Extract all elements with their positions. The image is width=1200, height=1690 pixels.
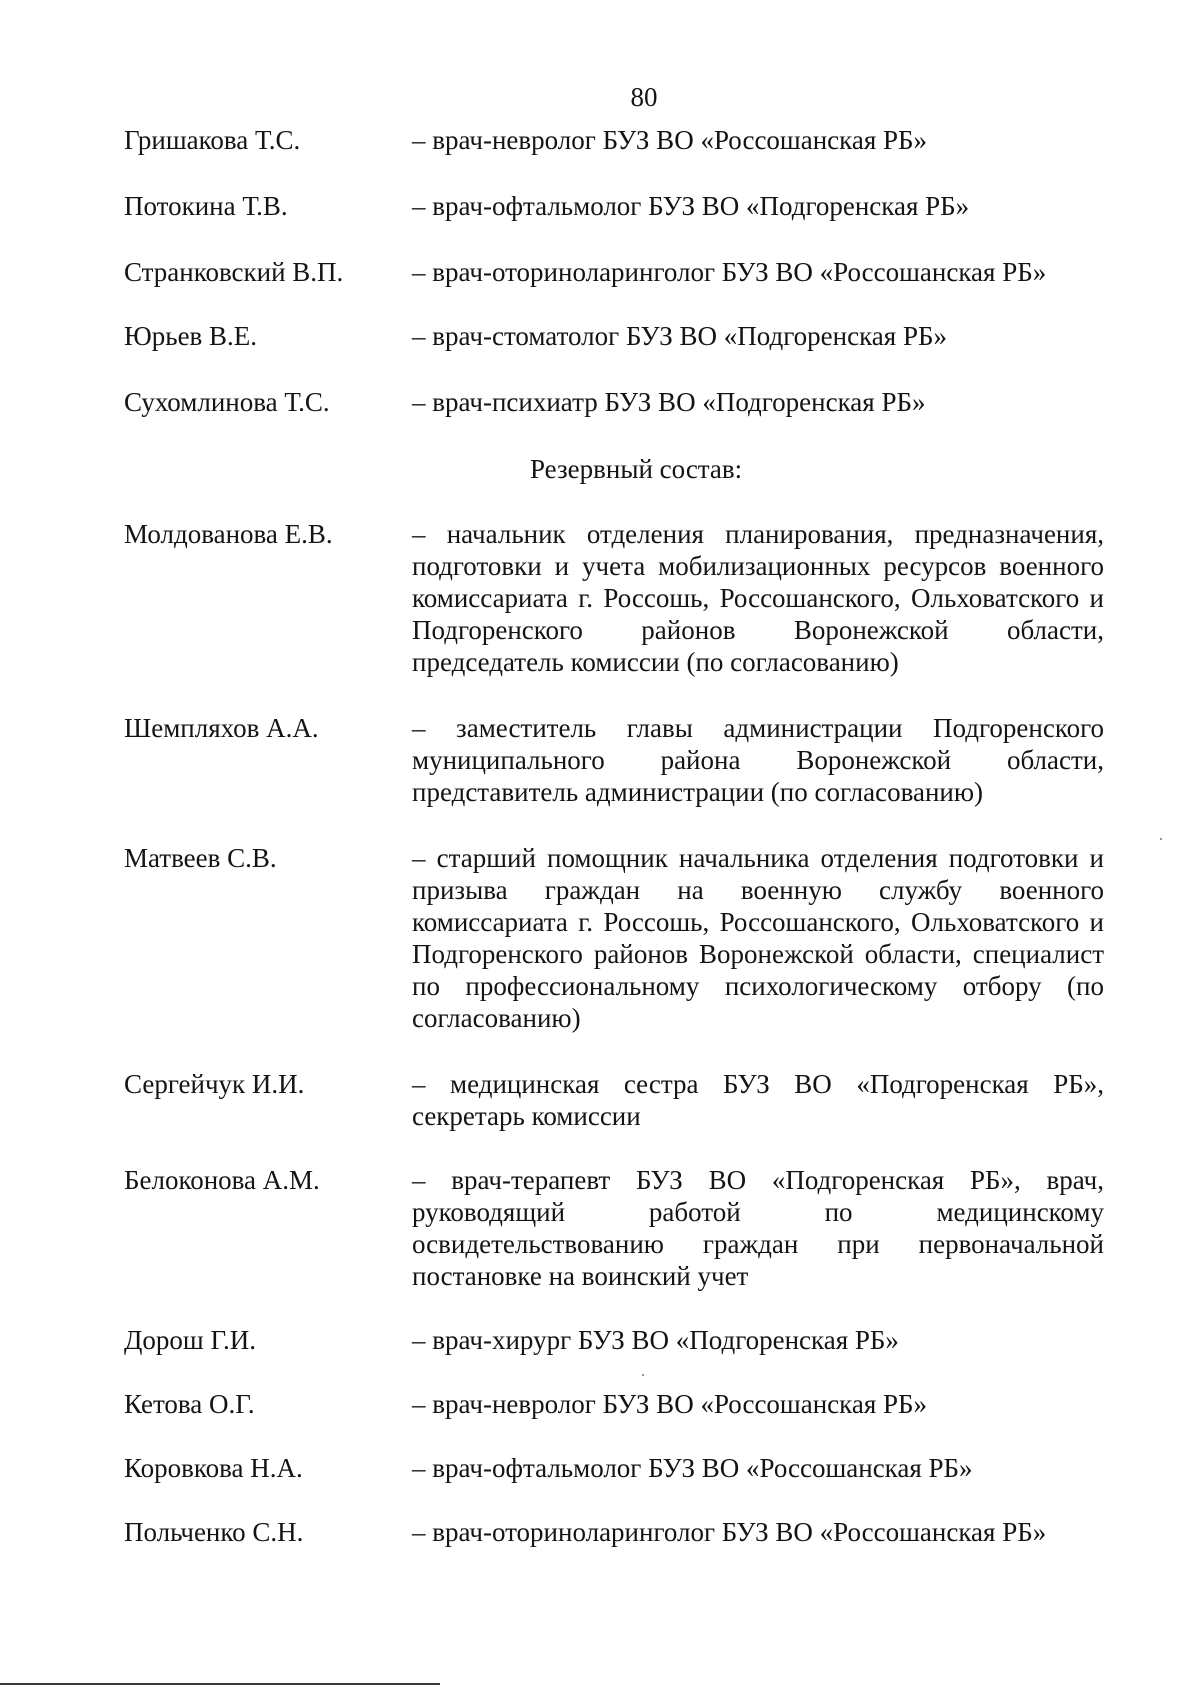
member-name: Коровкова Н.А. bbox=[124, 1453, 303, 1483]
member-role: – начальник отделения планирования, предназначения, подготовки и учета мобилизационных ресурсов военного комиссариата г. Россошь, Россошанского, Ольховатского и Подгоренского районов Воронежской области, председатель комиссии (по согласованию) bbox=[412, 519, 1104, 677]
member-name: Сергейчук И.И. bbox=[124, 1069, 305, 1099]
member-role: – врач-невролог БУЗ ВО «Россошанская РБ» bbox=[412, 1389, 928, 1419]
member-role: – врач-офтальмолог БУЗ ВО «Россошанская РБ» bbox=[412, 1453, 973, 1483]
member-name: Молдованова Е.В. bbox=[124, 519, 333, 549]
member-name: Польченко С.Н. bbox=[124, 1517, 304, 1547]
member-name: Матвеев С.В. bbox=[124, 843, 277, 873]
page-number: 80 bbox=[630, 82, 658, 112]
member-role: – врач-офтальмолог БУЗ ВО «Подгоренская РБ» bbox=[412, 191, 970, 221]
member-role: – медицинская сестра БУЗ ВО «Подгоренская РБ», секретарь комиссии bbox=[412, 1069, 1104, 1131]
bottom-rule bbox=[0, 1683, 440, 1685]
member-role: – врач-хирург БУЗ ВО «Подгоренская РБ» bbox=[412, 1325, 899, 1355]
member-role: – заместитель главы администрации Подгоренского муниципального района Воронежской области, представитель администрации (по согласованию) bbox=[412, 713, 1104, 807]
member-name: Кетова О.Г. bbox=[124, 1389, 255, 1419]
scan-speck bbox=[1160, 838, 1162, 840]
member-role: – врач-стоматолог БУЗ ВО «Подгоренская РБ» bbox=[412, 321, 947, 351]
member-name: Белоконова А.М. bbox=[124, 1165, 320, 1195]
member-name: Гришакова Т.С. bbox=[124, 125, 301, 155]
member-name: Дорош Г.И. bbox=[124, 1325, 257, 1355]
member-name: Потокина Т.В. bbox=[124, 191, 288, 221]
member-name: Сухомлинова Т.С. bbox=[124, 387, 330, 417]
member-name: Странковский В.П. bbox=[124, 257, 344, 287]
member-role: – врач-невролог БУЗ ВО «Россошанская РБ» bbox=[412, 125, 928, 155]
member-name: Шемпляхов А.А. bbox=[124, 713, 319, 743]
member-name: Юрьев В.Е. bbox=[124, 321, 258, 351]
member-role: – врач-оториноларинголог БУЗ ВО «Россошанская РБ» bbox=[412, 257, 1047, 287]
member-role: – врач-психиатр БУЗ ВО «Подгоренская РБ» bbox=[412, 387, 926, 417]
member-role: – врач-оториноларинголог БУЗ ВО «Россошанская РБ» bbox=[412, 1517, 1047, 1547]
member-role: – старший помощник начальника отделения подготовки и призыва граждан на военную службу военного комиссариата г. Россошь, Россошанского, Ольховатского и Подгоренского районов Воронежской области, специалист по профессиональному психологическому отбору (по согласованию) bbox=[412, 843, 1104, 1033]
member-role: – врач-терапевт БУЗ ВО «Подгоренская РБ», врач, руководящий работой по медицинскому освидетельствованию граждан при первоначальной постановке на воинский учет bbox=[412, 1165, 1104, 1291]
reserve-heading: Резервный состав: bbox=[530, 454, 743, 484]
scan-speck bbox=[642, 1374, 644, 1376]
